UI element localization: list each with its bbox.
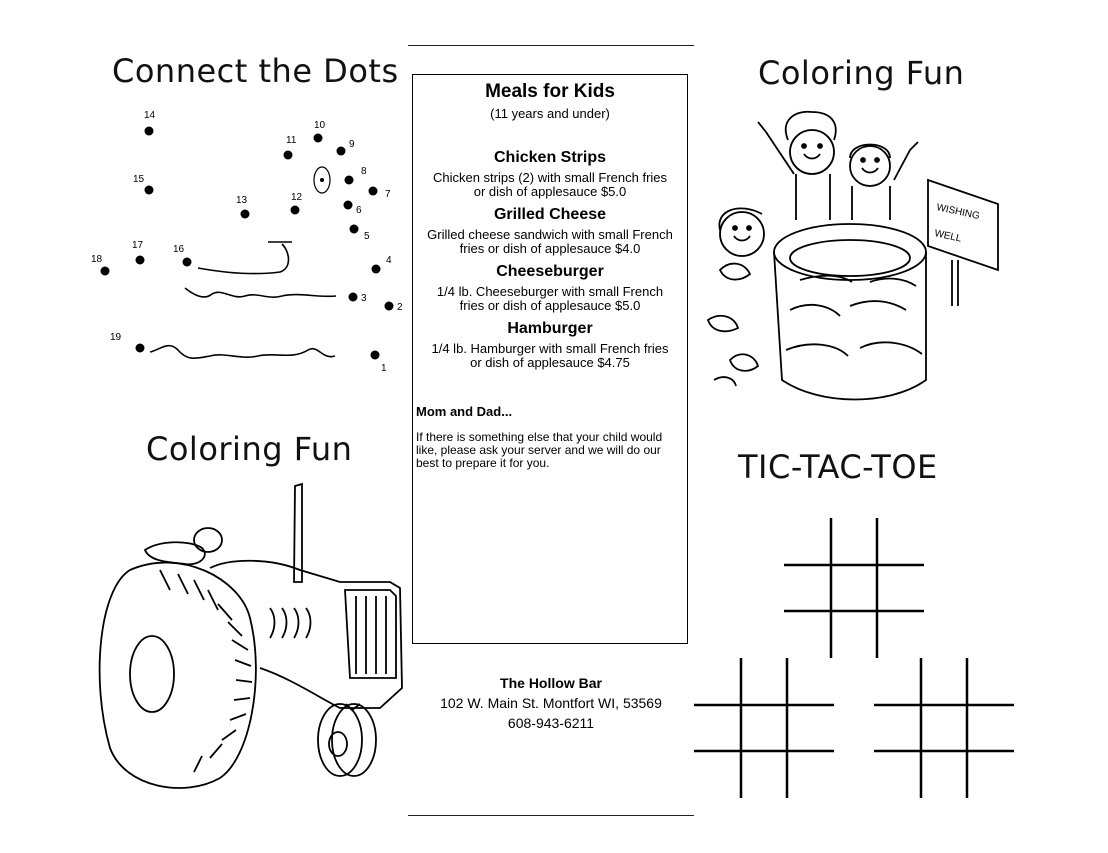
dot-point bbox=[284, 151, 293, 160]
dot-point bbox=[371, 351, 380, 360]
dot-point bbox=[369, 187, 378, 196]
menu-item-name: Cheeseburger bbox=[496, 263, 604, 280]
tic-tac-toe-grid[interactable] bbox=[694, 658, 834, 798]
dot-point bbox=[385, 302, 394, 311]
dot-number: 8 bbox=[361, 166, 367, 177]
tic-tac-toe-grid[interactable] bbox=[784, 518, 924, 658]
dot-number: 12 bbox=[291, 192, 303, 203]
menu-item-desc-line: or dish of applesauce $5.0 bbox=[473, 184, 627, 199]
dot-point bbox=[337, 147, 346, 156]
dot-point bbox=[345, 176, 354, 185]
bottom-divider bbox=[408, 815, 694, 816]
kids-menu-box bbox=[412, 74, 688, 644]
dot-number: 16 bbox=[173, 244, 185, 255]
dot-number: 13 bbox=[236, 195, 248, 206]
dot-number: 10 bbox=[314, 120, 326, 131]
menu-item-desc-line: 1/4 lb. Cheeseburger with small French bbox=[436, 284, 664, 299]
tic-tac-toe-title: TIC-TAC-TOE bbox=[738, 448, 938, 486]
menu-title: Meals for Kids bbox=[485, 81, 615, 102]
dot-point bbox=[136, 256, 145, 265]
coloring-fun-title-right: Coloring Fun bbox=[758, 54, 965, 92]
menu-item bbox=[413, 263, 687, 313]
dot-point bbox=[350, 225, 359, 234]
dot-point bbox=[372, 265, 381, 274]
dot-point bbox=[145, 127, 154, 136]
dot-number: 17 bbox=[132, 240, 144, 251]
connect-dots-title: Connect the Dots bbox=[112, 52, 399, 90]
menu-item-desc-line: fries or dish of applesauce $5.0 bbox=[459, 298, 641, 313]
menu-item-desc bbox=[413, 342, 687, 370]
dot-point bbox=[241, 210, 250, 219]
dot-number: 7 bbox=[385, 189, 391, 200]
wishing-well-illustration bbox=[700, 110, 1010, 410]
dot-number: 11 bbox=[286, 135, 297, 146]
dot-point bbox=[314, 134, 323, 143]
dot-number: 18 bbox=[91, 254, 103, 265]
parents-note-heading: Mom and Dad... bbox=[416, 404, 513, 419]
dot-number: 9 bbox=[349, 139, 355, 150]
dot-number: 2 bbox=[397, 302, 403, 313]
menu-item-name: Hamburger bbox=[507, 320, 593, 337]
menu-item-desc-line: Grilled cheese sandwich with small French bbox=[427, 227, 673, 242]
dot-number: 19 bbox=[110, 332, 122, 343]
menu-item bbox=[413, 206, 687, 256]
menu-item bbox=[413, 320, 687, 370]
dot-number: 15 bbox=[133, 174, 145, 185]
restaurant-name: The Hollow Bar bbox=[500, 675, 602, 691]
restaurant-address: 102 W. Main St. Montfort WI, 53569 bbox=[440, 695, 662, 711]
dot-point bbox=[183, 258, 192, 267]
dot-point bbox=[136, 344, 145, 353]
menu-item-desc-line: fries or dish of applesauce $4.0 bbox=[459, 241, 641, 256]
menu-subtitle: (11 years and under) bbox=[490, 106, 610, 121]
menu-item-name: Grilled Cheese bbox=[493, 206, 607, 223]
menu-item-name: Chicken Strips bbox=[493, 149, 607, 166]
menu-item-desc-line: 1/4 lb. Hamburger with small French fries bbox=[431, 341, 669, 356]
connect-dots-drawing bbox=[0, 0, 410, 400]
menu-item-desc-line: or dish of applesauce $4.75 bbox=[470, 355, 630, 370]
dot-point bbox=[344, 201, 353, 210]
tic-tac-toe-grid[interactable] bbox=[874, 658, 1014, 798]
parents-note-text: If there is something else that your child would like, please ask your server and we will do our best to prepare it for you. bbox=[416, 430, 663, 470]
dot-number: 3 bbox=[361, 293, 367, 304]
menu-item bbox=[413, 149, 687, 199]
menu-item-desc bbox=[413, 228, 687, 256]
dot-number: 4 bbox=[386, 255, 392, 266]
dot-point bbox=[291, 206, 300, 215]
top-divider bbox=[408, 45, 694, 46]
dot-point bbox=[145, 186, 154, 195]
menu-item-desc bbox=[413, 171, 687, 199]
dot-number: 14 bbox=[144, 110, 156, 121]
menu-item-desc-line: Chicken strips (2) with small French fries bbox=[432, 170, 668, 185]
dot-number: 6 bbox=[356, 205, 362, 216]
restaurant-phone: 608-943-6211 bbox=[507, 715, 595, 731]
dot-number: 1 bbox=[381, 363, 387, 374]
sign-text-line1: WISHING bbox=[935, 202, 981, 223]
tractor-illustration bbox=[90, 478, 410, 808]
menu-item-desc bbox=[413, 285, 687, 313]
coloring-fun-title-left: Coloring Fun bbox=[146, 430, 353, 468]
dot-number: 5 bbox=[364, 231, 370, 242]
parents-note bbox=[416, 404, 683, 470]
sign-text-line2: WELL bbox=[933, 228, 963, 245]
dot-point bbox=[101, 267, 110, 276]
dot-point bbox=[349, 293, 358, 302]
